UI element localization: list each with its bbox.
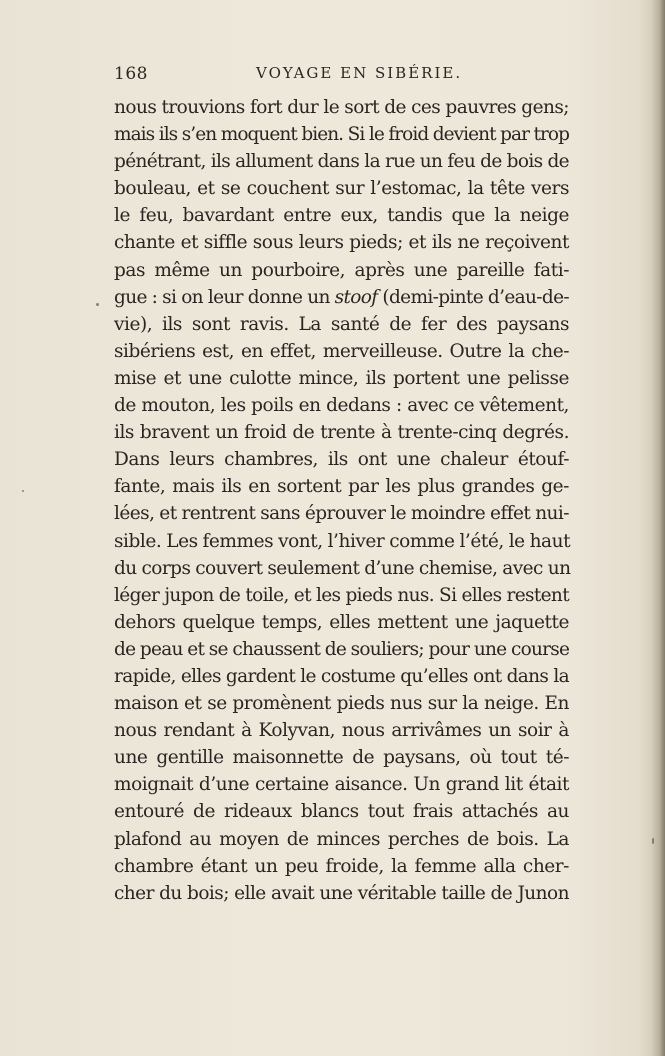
text-line: plafond au moyen de minces perches de bois. La: [114, 828, 569, 850]
text-line: pénétrant, ils allument dans la rue un feu de bois de: [114, 151, 569, 173]
page-header: [114, 64, 569, 90]
text-line: fante, mais ils en sortent par les plus grandes ge-: [114, 476, 569, 498]
text-line: du corps couvert seulement d’une chemise, avec un: [114, 557, 571, 579]
body-text: [114, 94, 569, 907]
running-title: VOYAGE EN SIBÉRIE.: [256, 64, 463, 82]
text-line: bouleau, et se couchent sur l’estomac, la tête vers: [114, 178, 569, 200]
text-line: le feu, bavardant entre eux, tandis que la neige: [114, 205, 569, 227]
text-line: cher du bois; elle avait une véritable taille de Junon: [114, 882, 569, 904]
text-line: lées, et rentrent sans éprouver le moindre effet nui-: [114, 503, 569, 525]
text-line: chambre étant un peu froide, la femme alla cher-: [114, 855, 569, 877]
text-line: mise et une culotte mince, ils portent une pelisse: [114, 367, 569, 389]
text-line: pas même un pourboire, après une pareille fati-: [114, 259, 569, 281]
text-line: rapide, elles gardent le costume qu’elles ont dans la: [114, 665, 569, 687]
page-number: 168: [114, 64, 148, 84]
paper-speck: [96, 303, 99, 306]
text-line: moignait d’une certaine aisance. Un grand lit était: [114, 774, 569, 796]
text-line: Dans leurs chambres, ils ont une chaleur étouf-: [114, 449, 569, 471]
text-line: sibériens est, en effet, merveilleuse. Outre la che-: [114, 340, 569, 362]
text-line: de mouton, les poils en dedans : avec ce vêtement,: [114, 395, 569, 417]
text-line: dehors quelque temps, elles mettent une jaquette: [114, 611, 569, 633]
text-line: maison et se promènent pieds nus sur la neige. En: [114, 693, 569, 715]
text-line: entouré de rideaux blancs tout frais attachés au: [114, 801, 569, 823]
italic-term: stoof: [334, 286, 378, 308]
text-line: léger jupon de toile, et les pieds nus. Si elles restent: [114, 584, 569, 606]
text-line: sible. Les femmes vont, l’hiver comme l’été, le haut: [114, 530, 571, 552]
text-line: mais ils s’en moquent bien. Si le froid devient par trop: [114, 124, 569, 146]
page-edge-shadow: [651, 0, 665, 1056]
text-line: nous trouvions fort dur le sort de ces pauvres gens;: [114, 97, 569, 118]
text-line: ils bravent un froid de trente à trente-cinq degrés.: [114, 422, 569, 444]
text-line: nous rendant à Kolyvan, nous arrivâmes un soir à: [114, 720, 569, 742]
paper-speck: [22, 490, 24, 492]
text-line: vie), ils sont ravis. La santé de fer des paysans: [114, 313, 569, 335]
text-line: une gentille maisonnette de paysans, où tout té-: [114, 747, 569, 769]
text-line: de peau et se chaussent de souliers; pour une course: [114, 638, 570, 660]
text-line: chante et siffle sous leurs pieds; et ils ne reçoivent: [114, 232, 569, 254]
text-line: gue : si on leur donne un stoof (demi-pinte d’eau-de-: [114, 286, 569, 308]
